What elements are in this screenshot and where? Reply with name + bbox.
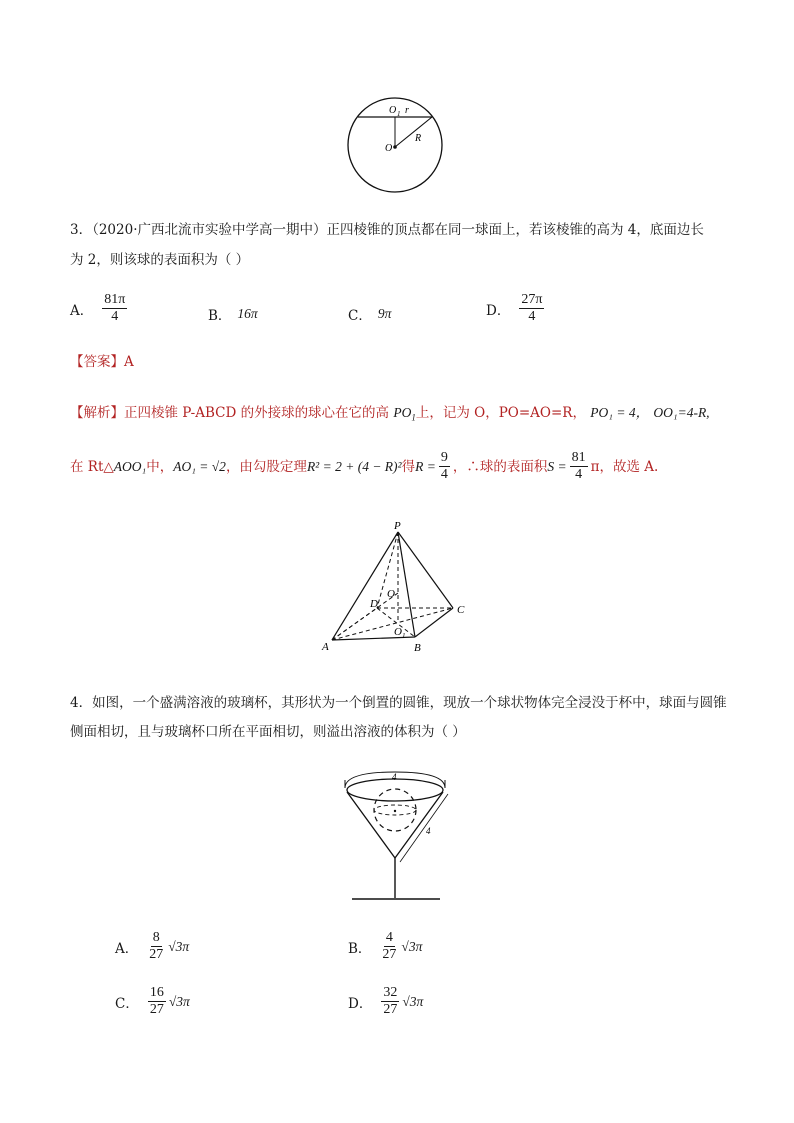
edge-PC — [398, 532, 453, 608]
label-O: O — [387, 588, 395, 600]
label-B: B — [414, 642, 421, 654]
q4-stem-line2: 侧面相切，且与玻璃杯口所在平面相切，则溢出溶液的体积为（ ） — [70, 724, 466, 740]
label-P: P — [394, 520, 401, 532]
q3-option-d: D． $\frac{27\pi}{4}$ — [486, 292, 543, 324]
label-A: A — [322, 641, 329, 653]
label-O1-sub: 1 — [397, 110, 401, 118]
segment-AO — [332, 593, 398, 640]
answer-tag: 【答案】 — [70, 354, 124, 370]
q3-option-b: B． 16π — [208, 306, 258, 324]
radius-R — [395, 117, 432, 147]
diag-AC — [332, 608, 453, 640]
q4-stem-line1: 4．如图，一个盛满溶液的玻璃杯，其形状为一个倒置的圆锥，现放一个球状物体完全浸没于杯中，球面与圆锥 — [70, 695, 727, 711]
label-O1: O — [389, 105, 397, 116]
edge-PA — [332, 532, 398, 640]
edge-BC — [415, 608, 453, 637]
q3-stem-line1: 3．（2020·广西北流市实验中学高一期中）正四棱锥的顶点都在同一球面上，若该棱锥的高为 4，底面边长 — [70, 222, 704, 238]
cone-left — [347, 792, 395, 858]
pyramid-figure — [318, 518, 473, 658]
answer-value: A — [124, 354, 134, 370]
label-side-4: 4 — [426, 826, 431, 836]
q4-option-a: A． $\frac{8}{27}$ √3π — [115, 930, 190, 962]
edge-PB — [398, 532, 415, 637]
q4-option-c: C． $\frac{16}{27}$ √3π — [115, 985, 190, 1017]
center-point — [393, 145, 397, 149]
glass-figure — [340, 768, 455, 906]
label-r: r — [405, 105, 409, 116]
q3-option-c: C． 9π — [348, 306, 392, 324]
q3-answer — [70, 352, 134, 372]
cone-right — [395, 792, 443, 858]
sphere-section-figure — [345, 95, 450, 195]
label-top-4: 4 — [392, 772, 397, 782]
q4-option-d: D． $\frac{32}{27}$ √3π — [348, 985, 424, 1017]
q3-stem-line2: 为 2，则该球的表面积为（ ） — [70, 252, 250, 268]
svg-text:1: 1 — [402, 632, 406, 640]
cup-rim — [347, 779, 443, 801]
label-O1: O — [394, 626, 402, 638]
label-D: D — [370, 598, 378, 610]
label-O: O — [385, 143, 393, 154]
q4-option-b: B． $\frac{4}{27}$ √3π — [348, 930, 423, 962]
q3-option-a: A． $\frac{81\pi}{4}$ — [70, 292, 126, 324]
q3-analysis-line2: 在 Rt△ AOO₁ 中， AO₁ = √2 ，由勾股定理 R² = 2 + (4 − R)² 得 R = $\frac{9}{4}$ ，∴球的表面积 S = $\frac{81}{4}$ π，故选 A. — [70, 450, 659, 482]
q3-analysis-line1: 【解析】正四棱锥 P-ABCD 的外接球的球心在它的高 $PO_1$上，记为 O，PO=AO=R， PO₁ = 4， OO₁=4-R, — [70, 405, 710, 423]
label-R: R — [415, 133, 422, 144]
label-C: C — [457, 604, 465, 616]
